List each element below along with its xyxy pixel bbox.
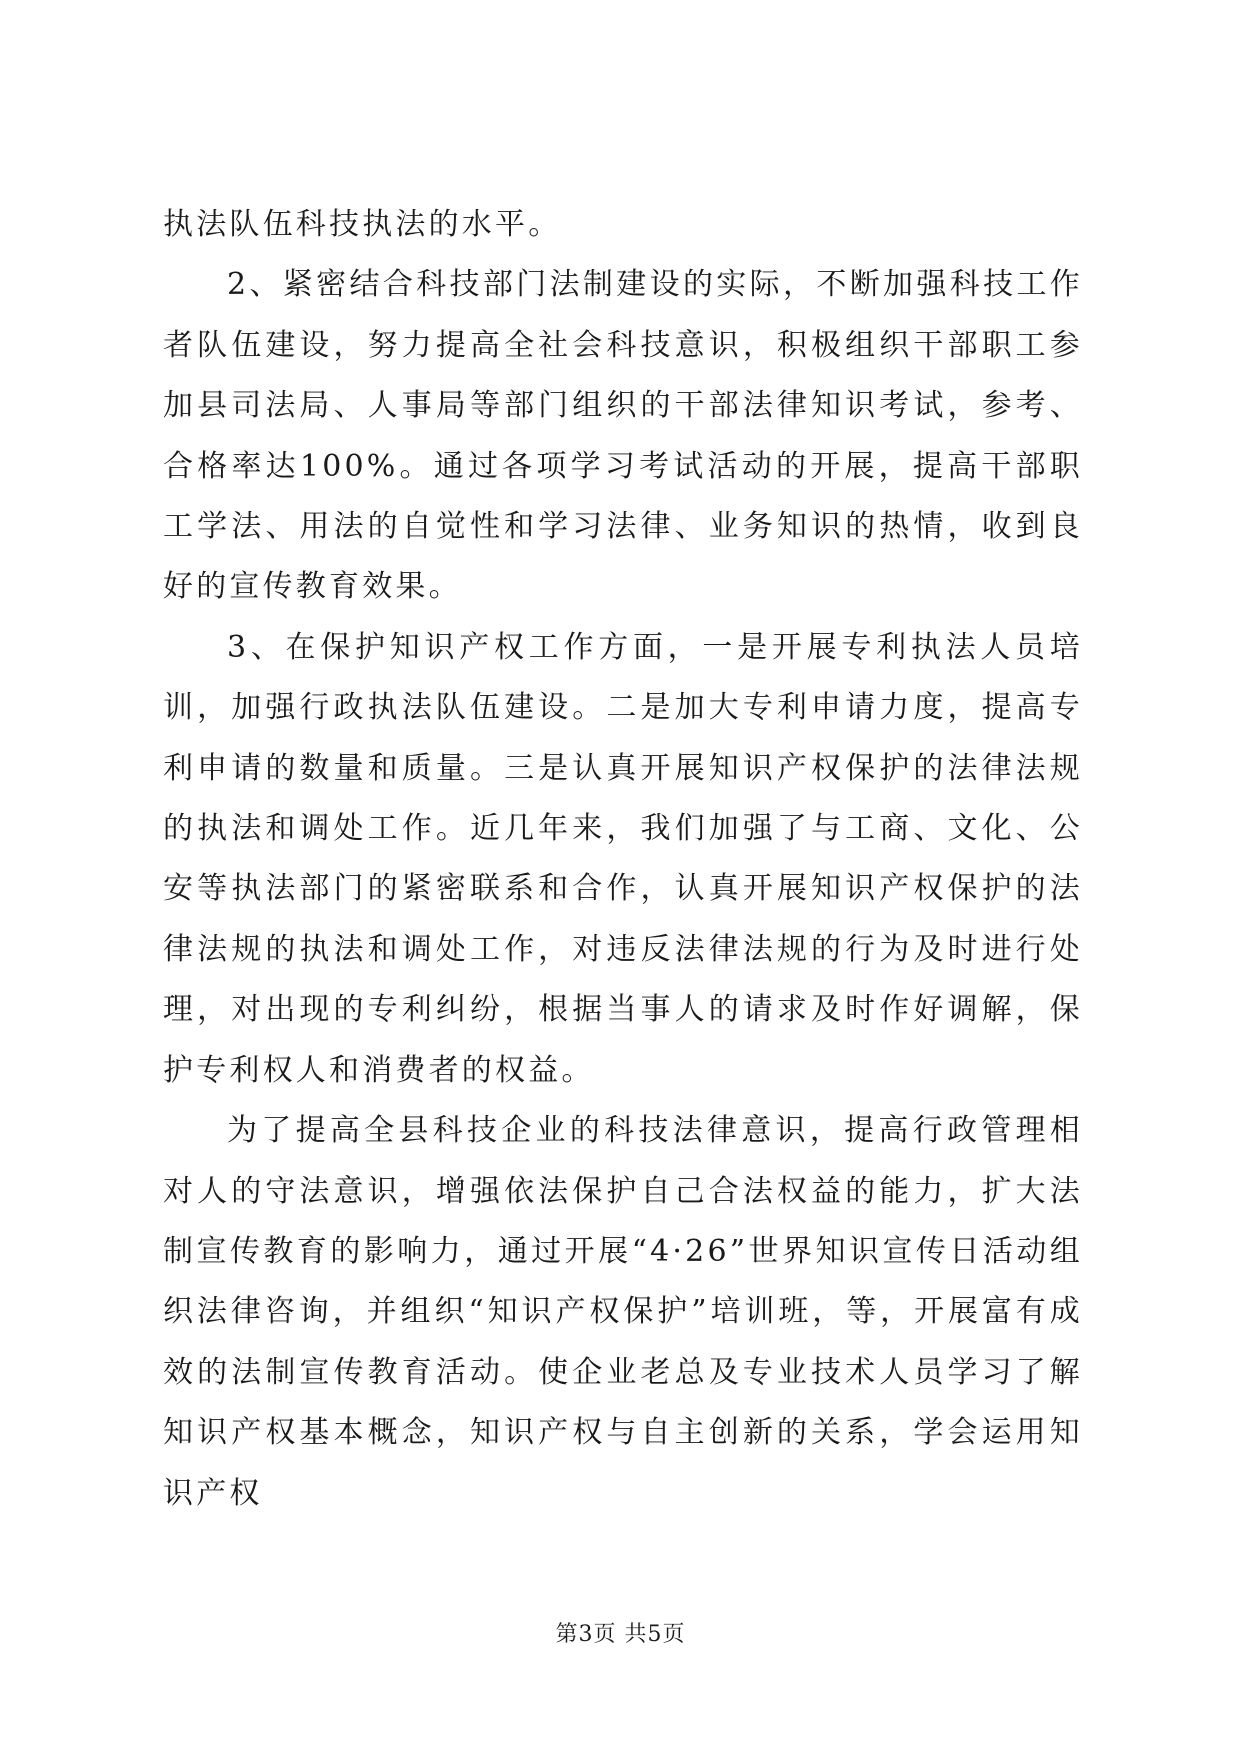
paragraph-continuation: 执法队伍科技执法的水平。 [163,207,562,242]
paragraph-item-2: 2、紧密结合科技部门法制建设的实际，不断加强科技工作者队伍建设，努力提高全社会科技意识，积极组织干部职工参加县司法局、人事局等部门组织的干部法律知识考试，参考、合格率达100%。通过各项学习考试活动的开展，提高干部职工学法、用法的自觉性和学习法律、业务知识的热情，收到良好的宣传教育效果。 [163,267,1083,605]
document-body [163,195,1083,1524]
paragraph-publicity: 为了提高全县科技企业的科技法律意识，提高行政管理相对人的守法意识，增强依法保护自己合法权益的能力，扩大法制宣传教育的影响力，通过开展“4·26”世界知识宣传日活动组织法律咨询，并组织“知识产权保护”培训班，等，开展富有成效的法制宣传教育活动。使企业老总及专业技术人员学习了解知识产权基本概念，知识产权与自主创新的关系，学会运用知识产权 [163,1113,1083,1511]
page-footer: 第3页 共5页 [555,1622,686,1647]
paragraph-item-3: 3、在保护知识产权工作方面，一是开展专利执法人员培训，加强行政执法队伍建设。二是加大专利申请力度，提高专利申请的数量和质量。三是认真开展知识产权保护的法律法规的执法和调处工作。近几年来，我们加强了与工商、文化、公安等执法部门的紧密联系和合作，认真开展知识产权保护的法律法规的执法和调处工作，对违反法律法规的行为及时进行处理，对出现的专利纠纷，根据当事人的请求及时作好调解，保护专利权人和消费者的权益。 [163,629,1083,1088]
